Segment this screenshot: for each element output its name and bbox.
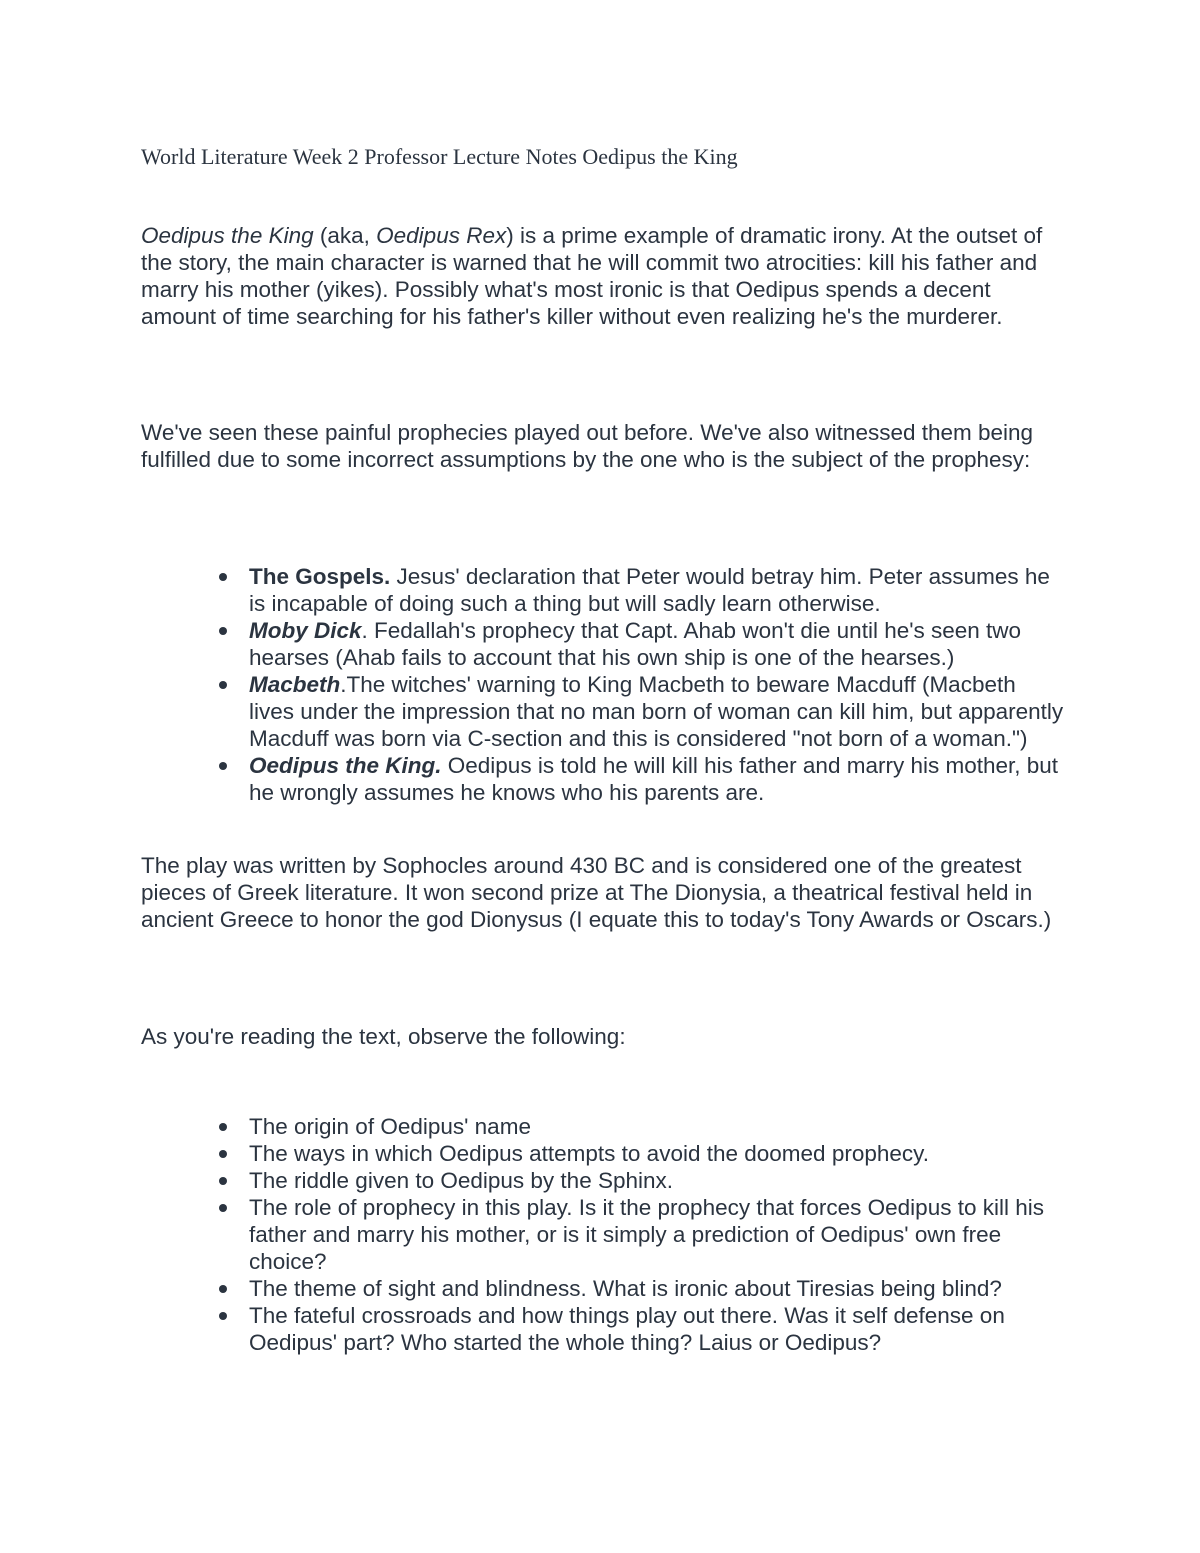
example-text: . Fedallah's prophecy that Capt. Ahab won't die until he's seen two hearses (Ahab fails to account that his own ship is one of the hearses.)	[249, 618, 1022, 670]
list-item-oedipus	[141, 752, 1066, 806]
intro-body: ) is a prime example of dramatic irony. At the outset of the story, the main character is warned that he will commit two atrocities: kill his father and marry his mother (yikes). Possibly what's most ironic is that Oedipus spends a decent amount of time searching for his father's killer without even realizing he's the murderer.	[141, 223, 1043, 329]
example-title: The Gospels.	[249, 564, 391, 589]
list-item: The fateful crossroads and how things play out there. Was it self defense on Oedipus' part? Who started the whole thing? Laius or Oedipus?	[141, 1302, 1066, 1356]
list-item-macbeth	[141, 671, 1066, 752]
list-item: The theme of sight and blindness. What is ironic about Tiresias being blind?	[141, 1275, 1066, 1302]
document-title: World Literature Week 2 Professor Lecture Notes Oedipus the King	[141, 144, 738, 169]
example-text: Oedipus is told he will kill his father and marry his mother, but he wrongly assumes he knows who his parents are.	[249, 753, 1059, 805]
observe-list	[141, 1113, 1066, 1356]
example-title: Macbeth	[249, 672, 341, 697]
example-title: Oedipus the King.	[249, 753, 442, 778]
list-item: The origin of Oedipus' name	[141, 1113, 1066, 1140]
intro-paragraph	[141, 222, 1066, 330]
list-item: The riddle given to Oedipus by the Sphinx.	[141, 1167, 1066, 1194]
example-text: .The witches' warning to King Macbeth to beware Macduff (Macbeth lives under the impression that no man born of woman can kill him, but apparently Macduff was born via C-section and this is considered "not born of a woman.")	[249, 672, 1064, 751]
list-item-moby-dick	[141, 617, 1066, 671]
example-text: Jesus' declaration that Peter would betray him. Peter assumes he is incapable of doing such a thing but will sadly learn otherwise.	[249, 564, 1050, 616]
list-item-gospels	[141, 563, 1066, 617]
intro-play-title: Oedipus the King	[141, 223, 314, 248]
background-paragraph: The play was written by Sophocles around 430 BC and is considered one of the greatest pieces of Greek literature. It won second prize at The Dionysia, a theatrical festival held in ancient Greece to honor the god Dionysus (I equate this to today's Tony Awards or Oscars.)	[141, 853, 1052, 932]
intro-aka: (aka,	[313, 223, 377, 248]
prophecies-paragraph: We've seen these painful prophecies played out before. We've also witnessed them being fulfilled due to some incorrect assumptions by the one who is the subject of the prophesy:	[141, 420, 1034, 472]
list-item: The ways in which Oedipus attempts to avoid the doomed prophecy.	[141, 1140, 1066, 1167]
example-title: Moby Dick	[249, 618, 362, 643]
intro-alt-title: Oedipus Rex	[376, 223, 507, 248]
prophecy-examples-list	[141, 563, 1066, 806]
list-item: The role of prophecy in this play. Is it the prophecy that forces Oedipus to kill his father and marry his mother, or is it simply a prediction of Oedipus' own free choice?	[141, 1194, 1066, 1275]
observe-intro: As you're reading the text, observe the following:	[141, 1024, 626, 1049]
